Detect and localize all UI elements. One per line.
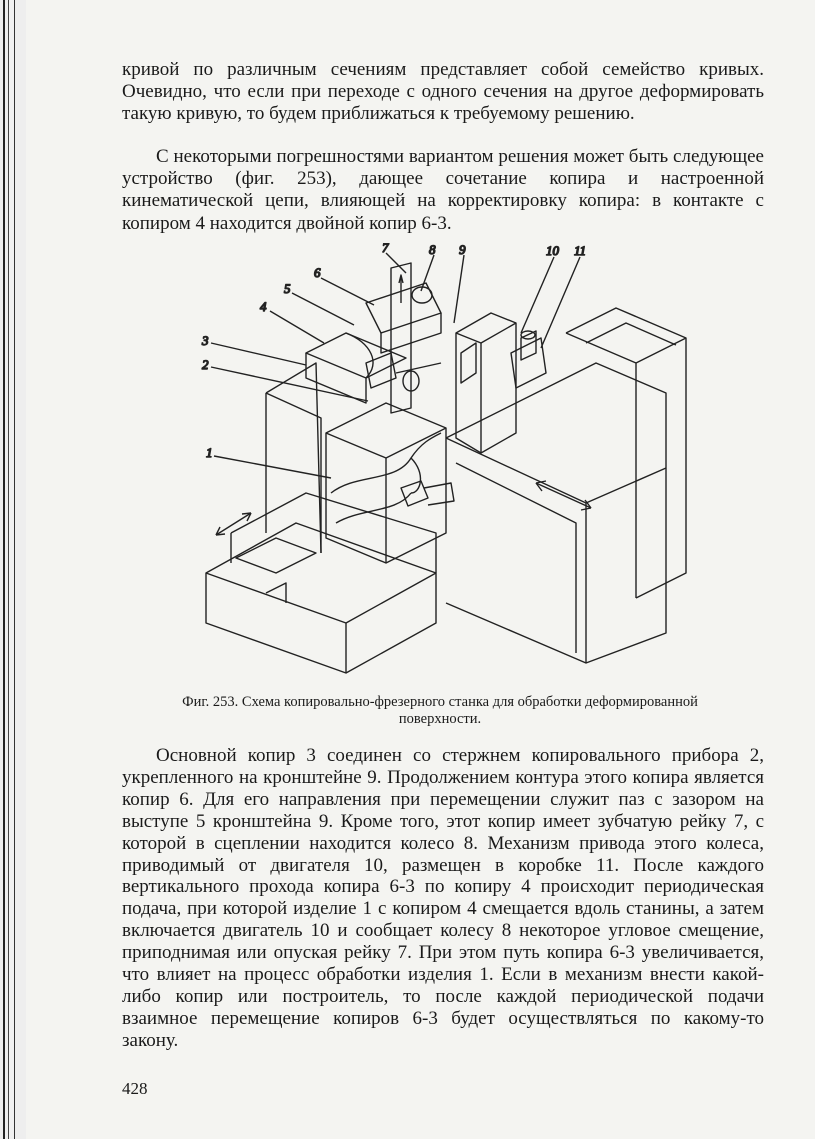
figure-label-2: 2: [202, 357, 209, 372]
paragraph-device: С некоторыми погрешностями вариантом решения может быть следующее устройство (фиг. 253), дающее сочетание копира и настроенной кинематической цепи, влияющей на корректировку копира: в контакте с копиром 4 находится двойной копир 6-3.: [122, 146, 764, 234]
figure-label-5: 5: [284, 281, 291, 296]
paragraph-description: Основной копир 3 соединен со стержнем копировального прибора 2, укрепленного на кронштейне 9. Продолжением контура этого копира является копир 6. Для его направления при перемещении служит паз с зазором на выступе 5 кронштейна 9. Кроме того, этот копир имеет зубчатую рейку 7, с которой в сцеплении находится колесо 8. Механизм привода этого колеса, приводимый от двигателя 10, размещен в коробке 11. После каждого вертикального прохода копира 6-3 по копиру 4 происходит периодическая подача, при которой изделие 1 с копиром 4 смещается вдоль станины, а затем включается двигатель 10 и сообщает колесу 8 некоторое угловое смещение, приподнимая или опуская рейку 7. При этом путь копира 6-3 увеличивается, что влияет на процесс обработки изделия 1. Если в механизм внести какой-либо копир или построитель, то после каждой периодической подачи взаимное перемещение копиров 6-3 будет осуществляться по какому-то закону.: [122, 745, 764, 1051]
page-number: 428: [122, 1079, 148, 1098]
figure-label-11: 11: [574, 243, 587, 258]
figure-label-1: 1: [206, 445, 213, 460]
figure-label-6: 6: [314, 265, 321, 280]
figure-label-7: 7: [382, 243, 389, 255]
book-spine-edge: [0, 0, 26, 1139]
figure-label-9: 9: [459, 243, 466, 257]
figure-label-10: 10: [546, 243, 559, 258]
figure-label-8: 8: [429, 243, 436, 257]
figure-label-3: 3: [202, 333, 209, 348]
figure-caption: Фиг. 253. Схема копировально-фрезерного станка для обработки деформированной поверхности.: [182, 694, 698, 727]
figure-253-machine-diagram: [196, 243, 696, 693]
paragraph-intro: кривой по различным сечениям представляет собой семейство кривых. Очевидно, что если при переходе с одного сечения на другое деформировать такую кривую, то будем приближаться к требуемому решению.: [122, 59, 764, 125]
figure-label-4: 4: [260, 299, 267, 314]
